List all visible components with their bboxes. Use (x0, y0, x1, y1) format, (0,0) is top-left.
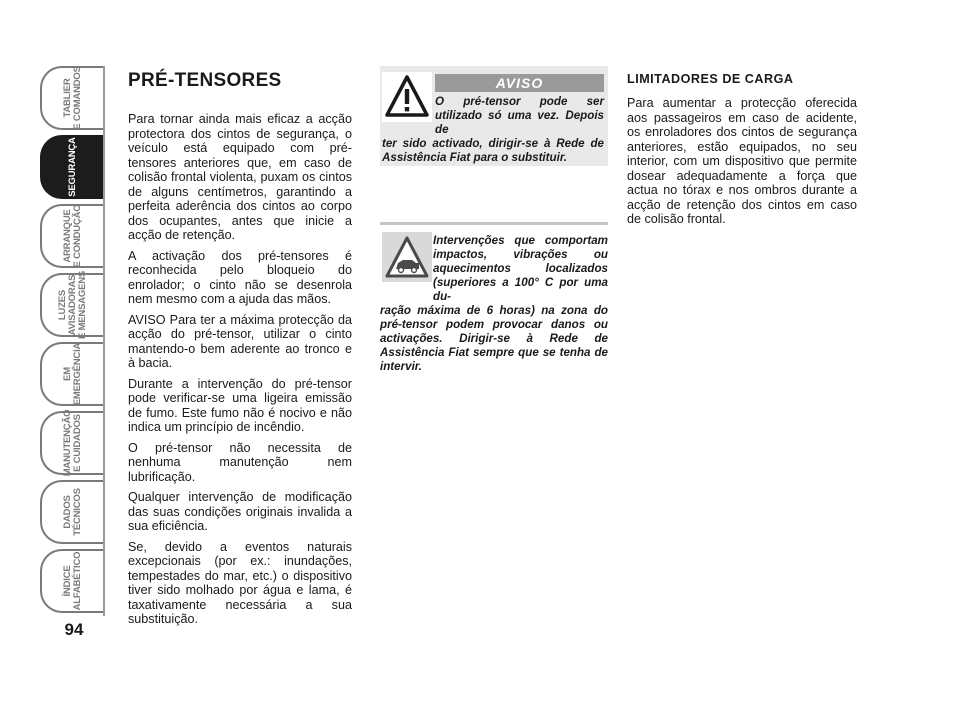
tab-indice-alfabetico[interactable] (40, 549, 104, 613)
info-text-first: Intervenções que comportam impactos, vibrações ou aquecimentos localizados (superiores a 100° C por uma du- (433, 234, 608, 303)
paragraph: O pré-tensor não necessita de nenhuma manutenção nem lubrificação. (128, 440, 352, 484)
section-subtitle: LIMITADORES DE CARGA (627, 72, 794, 86)
vehicle-hazard-triangle-icon (382, 232, 432, 282)
paragraph: Durante a intervenção do pré-tensor pode verificar-se uma ligeira emissão de fumo. Este fumo não é nocivo e não indica um princípio de incêndio. (128, 376, 352, 434)
tab-label: TABLIER E COMANDOS (62, 66, 83, 130)
tab-dados-tecnicos[interactable] (40, 480, 104, 544)
paragraph: Para tornar ainda mais eficaz a acção protectora dos cintos de segurança, o veículo está equipado com pré-tensores anteriores que, em caso de colisão frontal violenta, puxam os cintos de alguns centímetros, garantindo a perfeita aderência dos cintos ao corpo dos ocupantes, antes que inicie a acção de retenção. (128, 112, 352, 242)
notes-column (380, 66, 608, 373)
tab-label: ARRANQUE E CONDUÇÃO (62, 204, 83, 268)
warning-text-rest: ter sido activado, dirigir-se à Rede de Assistência Fiat para o substituir. (382, 137, 604, 164)
tab-luzes-avisadoras[interactable] (40, 270, 104, 340)
tab-label: DADOS TÉCNICOS (62, 488, 83, 536)
info-note (380, 232, 608, 374)
paragraph: Qualquer intervenção de modificação das suas condições originais invalida a sua eficiência. (128, 490, 352, 533)
info-text-rest: ração máxima de 6 horas) na zona do pré-tensor podem provocar danos ou activações. Dirigir-se à Rede de Assistência Fiat sempre que se tenha de intervir. (380, 304, 608, 373)
pretensores-section (128, 70, 352, 633)
tab-label: MANUTENÇÃO E CUIDADOS (62, 409, 83, 477)
info-icon-frame (382, 232, 432, 282)
tab-label: LUZES AVISADORAS E MENSAGENS (57, 270, 88, 340)
aviso-header: AVISO (435, 74, 604, 92)
warning-text (382, 95, 604, 165)
tab-manutencao-cuidados[interactable] (40, 411, 104, 475)
tab-tablier-comandos[interactable] (40, 66, 104, 130)
tab-em-emergencia[interactable] (40, 342, 104, 406)
warning-box (380, 66, 608, 166)
paragraph: Para aumentar a protecção oferecida aos passageiros em caso de acidente, os enroladores dos cintos de segurança anteriores, estão equipados, no seu interior, com um dispositivo que permite dosear adequadamente a força que actua no tórax e nos ombros durante a acção de retenção dos cintos em caso de colisão frontal. (627, 96, 857, 226)
paragraph: Se, devido a eventos naturais excepcionais (por ex.: inundações, tempestades do mar, etc.) o dispositivo tiver sido molhado por água e lama, é taxativamente necessária a sua substituição. (128, 539, 352, 626)
section-title: PRÉ-TENSORES (128, 70, 282, 91)
tab-seguranca[interactable] (40, 135, 104, 199)
tab-label: EM EMERGÊNCIA (62, 342, 83, 406)
tab-column-divider (103, 66, 105, 616)
limitadores-section (627, 72, 857, 233)
info-divider (380, 222, 608, 225)
tab-label: ÍNDICE ALFABÉTICO (62, 551, 83, 611)
tab-arranque-conducao[interactable] (40, 204, 104, 268)
warning-text-first: O pré-tensor pode ser utilizado só uma vez. Depois de (435, 95, 604, 136)
page-number: 94 (64, 620, 84, 639)
paragraph: AVISO Para ter a máxima protecção da acção do pré-tensor, utilizar o cinto mantendo-o bem aderente ao tronco e à bacia. (128, 312, 352, 370)
tab-label: SEGURANÇA (67, 137, 78, 197)
paragraph: A activação dos pré-tensores é reconhecida pelo bloqueio do enrolador; o cinto não se desenrola nem mesmo com a ajuda das mãos. (128, 248, 352, 306)
